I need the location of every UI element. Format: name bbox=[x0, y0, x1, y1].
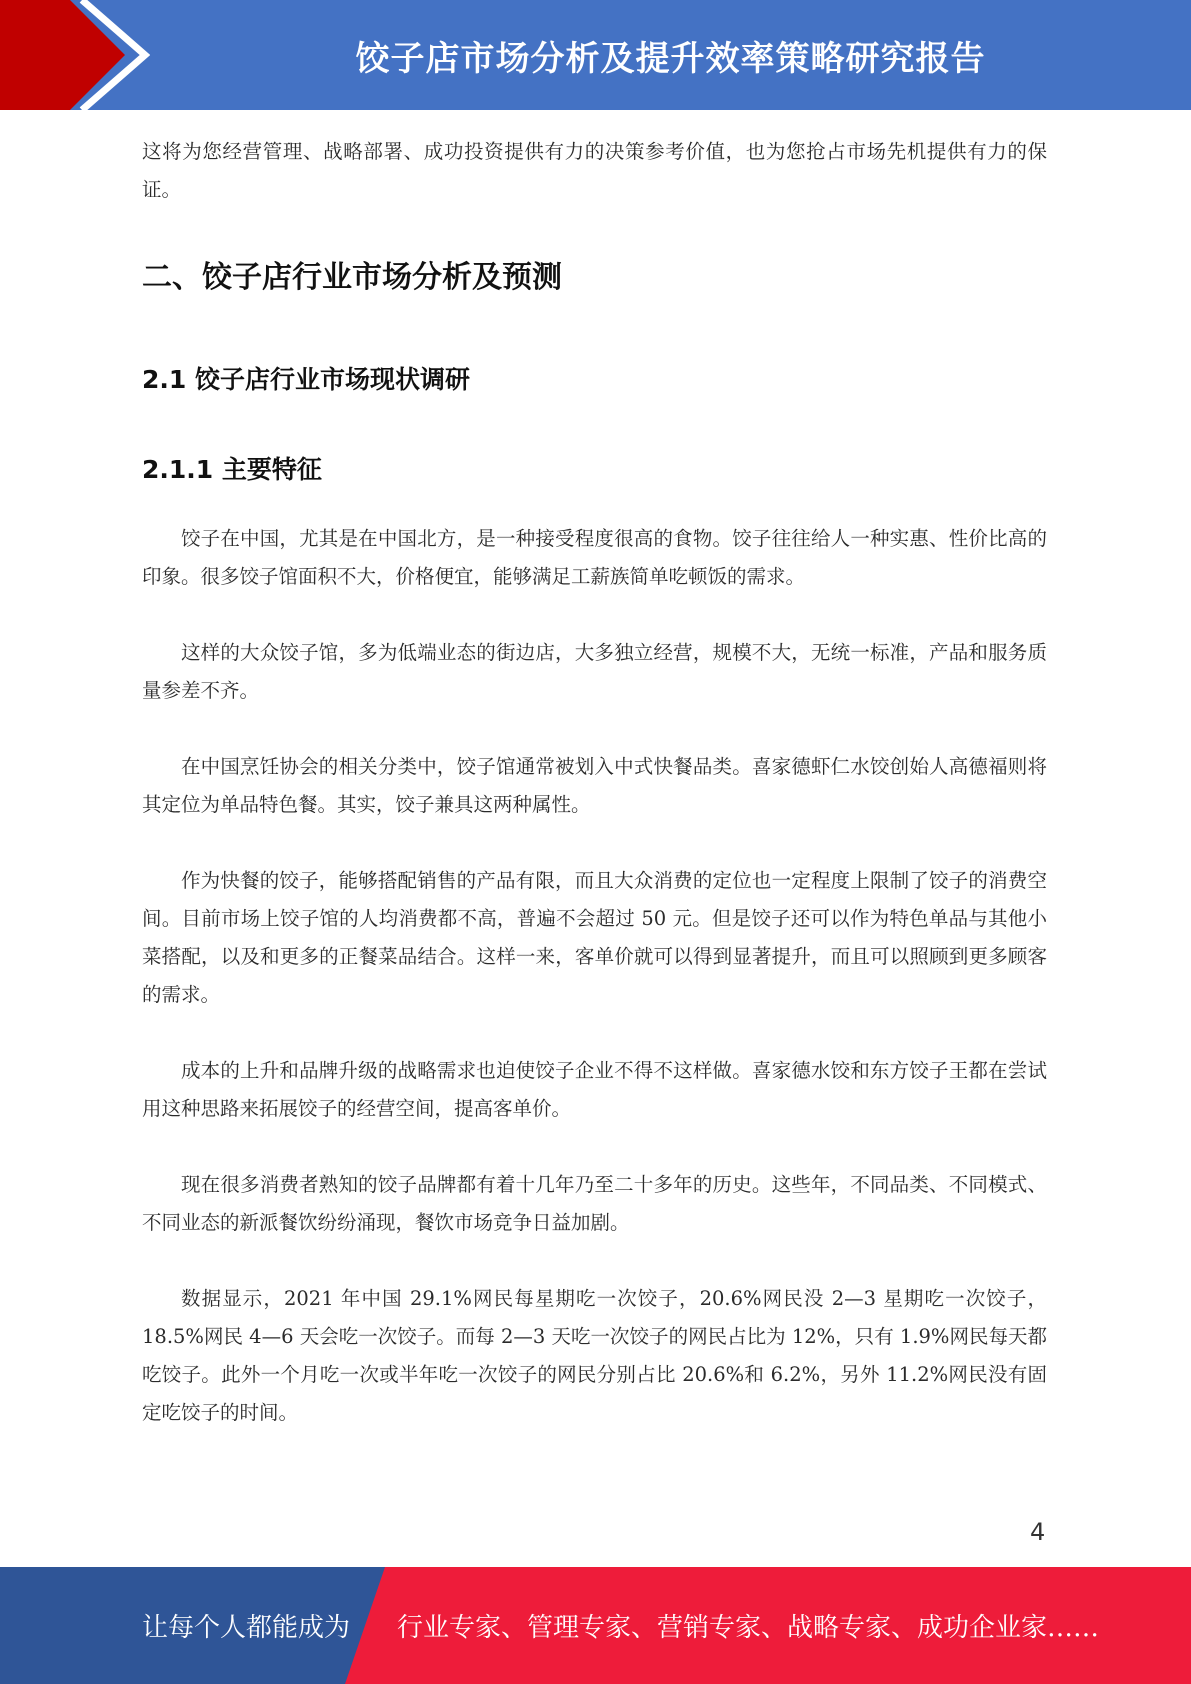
section-heading: 二、饺子店行业市场分析及预测 bbox=[142, 260, 562, 295]
body-paragraph: 在中国烹饪协会的相关分类中，饺子馆通常被划入中式快餐品类。喜家德虾仁水饺创始人高德福则将其定位为单品特色餐。其实，饺子兼具这两种属性。 bbox=[142, 755, 1047, 816]
footer-slogan-right: 行业专家、管理专家、营销专家、战略专家、成功企业家…… bbox=[397, 1613, 1100, 1643]
body-paragraph-5-block bbox=[142, 1052, 1047, 1128]
report-title: 饺子店市场分析及提升效率策略研究报告 bbox=[355, 38, 986, 79]
body-paragraph: 作为快餐的饺子，能够搭配销售的产品有限，而且大众消费的定位也一定程度上限制了饺子的消费空间。目前市场上饺子馆的人均消费都不高，普遍不会超过 50 元。但是饺子还可以作为特色单品与其他小菜搭配，以及和更多的正餐菜品结合。这样一来，客单价就可以得到显著提升，而且可以照顾到更多顾客的需求。 bbox=[142, 869, 1047, 1006]
body-paragraph: 饺子在中国，尤其是在中国北方，是一种接受程度很高的食物。饺子往往给人一种实惠、性价比高的印象。很多饺子馆面积不大，价格便宜，能够满足工薪族简单吃顿饭的需求。 bbox=[142, 527, 1047, 588]
subsection-heading: 2.1 饺子店行业市场现状调研 bbox=[142, 365, 470, 394]
body-paragraph-7-block bbox=[142, 1280, 1047, 1432]
body-paragraph: 数据显示，2021 年中国 29.1%网民每星期吃一次饺子，20.6%网民没 2—3 星期吃一次饺子，18.5%网民 4—6 天会吃一次饺子。而每 2—3 天吃一次饺子的网民占比为 12%，只有 1.9%网民每天都吃饺子。此外一个月吃一次或半年吃一次饺子的网民分别占比 20.6%和 6.2%，另外 11.2%网民没有固定吃饺子的时间。 bbox=[142, 1287, 1047, 1424]
body-paragraph: 成本的上升和品牌升级的战略需求也迫使饺子企业不得不这样做。喜家德水饺和东方饺子王都在尝试用这种思路来拓展饺子的经营空间，提高客单价。 bbox=[142, 1059, 1047, 1120]
intro-block bbox=[142, 133, 1047, 209]
body-paragraph-2-block bbox=[142, 634, 1047, 710]
page-header bbox=[0, 0, 1191, 110]
body-paragraph: 这样的大众饺子馆，多为低端业态的街边店，大多独立经营，规模不大，无统一标准，产品和服务质量参差不齐。 bbox=[142, 641, 1047, 702]
body-paragraph-1-block bbox=[142, 520, 1047, 596]
intro-paragraph: 这将为您经营管理、战略部署、成功投资提供有力的决策参考价值，也为您抢占市场先机提供有力的保证。 bbox=[142, 140, 1047, 201]
body-paragraph: 现在很多消费者熟知的饺子品牌都有着十几年乃至二十多年的历史。这些年，不同品类、不同模式、不同业态的新派餐饮纷纷涌现，餐饮市场竞争日益加剧。 bbox=[142, 1173, 1047, 1234]
body-paragraph-3-block bbox=[142, 748, 1047, 824]
body-paragraph-6-block bbox=[142, 1166, 1047, 1242]
subsubsection-heading: 2.1.1 主要特征 bbox=[142, 455, 322, 484]
footer-slogan-left: 让每个人都能成为 bbox=[142, 1613, 351, 1643]
red-chevron-decoration bbox=[0, 0, 150, 110]
page-footer bbox=[0, 1567, 1191, 1684]
page-number: 4 bbox=[1030, 1518, 1046, 1546]
body-paragraph-4-block bbox=[142, 862, 1047, 1014]
